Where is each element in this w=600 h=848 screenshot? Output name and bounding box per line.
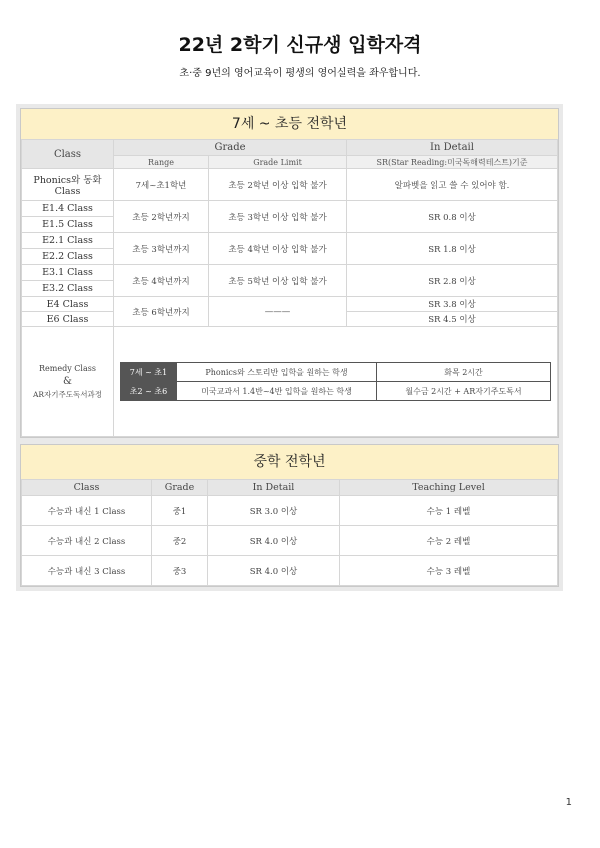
middle-heading: 중학 전학년 [21, 445, 558, 479]
table-row [22, 556, 558, 586]
class-cell: 수능과 내신 2 Class [22, 526, 152, 556]
table-row [22, 265, 558, 281]
page-number: 1 [565, 797, 572, 808]
header-class: Class [22, 480, 152, 496]
range-cell: 7세~초1학년 [114, 169, 209, 201]
range-cell: 초등 6학년까지 [114, 297, 209, 327]
detail-cell: SR 4.0 이상 [208, 526, 340, 556]
grade-cell: 중3 [152, 556, 208, 586]
table-row [22, 233, 558, 249]
header-grade: Grade [114, 140, 347, 156]
remedy-label-cell [22, 327, 114, 437]
detail-cell: SR 0.8 이상 [347, 201, 558, 233]
class-name: E2.2 Class [22, 249, 114, 265]
class-cell: 수능과 내신 3 Class [22, 556, 152, 586]
elementary-section [20, 108, 559, 438]
page-subtitle: 초·중 9년의 영어교육이 평생의 영어실력을 좌우합니다. [179, 68, 421, 79]
remedy-row [22, 327, 558, 437]
detail-cell: SR 4.5 이상 [347, 312, 558, 327]
class-name: E1.4 Class [22, 201, 114, 217]
remedy-grade-tag: 초2 ~ 초6 [121, 382, 177, 401]
table-row [22, 169, 558, 201]
limit-cell: 초등 3학년 이상 입학 불가 [209, 201, 347, 233]
detail-cell: SR 4.0 이상 [208, 556, 340, 586]
level-cell: 수능 2 레벨 [340, 526, 558, 556]
class-name: E2.1 Class [22, 233, 114, 249]
class-name: E1.5 Class [22, 217, 114, 233]
detail-cell: SR 3.0 이상 [208, 496, 340, 526]
subheader-limit: Grade Limit [209, 156, 347, 169]
middle-table [21, 479, 558, 586]
class-name: E3.2 Class [22, 281, 114, 297]
limit-cell: 초등 4학년 이상 입학 불가 [209, 233, 347, 265]
class-name: Phonics와 동화 [33, 175, 102, 186]
limit-cell: ——— [209, 297, 347, 327]
remedy-item [121, 363, 551, 382]
class-name: E4 Class [22, 297, 114, 312]
range-cell: 초등 4학년까지 [114, 265, 209, 297]
class-name: E3.1 Class [22, 265, 114, 281]
header-grade: Grade [152, 480, 208, 496]
table-row [22, 526, 558, 556]
middle-section [20, 444, 559, 587]
header-class: Class [22, 140, 114, 169]
limit-cell: 초등 2학년 이상 입학 불가 [209, 169, 347, 201]
remedy-item [121, 382, 551, 401]
detail-cell: SR 3.8 이상 [347, 297, 558, 312]
class-name: Class [54, 186, 81, 197]
grade-cell: 중1 [152, 496, 208, 526]
page-title: 22년 2학기 신규생 입학자격 [178, 34, 422, 56]
remedy-schedule: 화목 2시간 [377, 363, 551, 382]
remedy-table [120, 362, 551, 401]
remedy-ampersand: & [63, 376, 72, 387]
remedy-grade-tag: 7세 ~ 초1 [121, 363, 177, 382]
header-detail: In Detail [208, 480, 340, 496]
class-cell [22, 169, 114, 201]
table-row [22, 496, 558, 526]
detail-cell: 알파벳을 읽고 쓸 수 있어야 함. [347, 169, 558, 201]
limit-cell: 초등 5학년 이상 입학 불가 [209, 265, 347, 297]
remedy-desc: Phonics와 스토리반 입학을 원하는 학생 [177, 363, 377, 382]
elementary-heading: 7세 ~ 초등 전학년 [21, 109, 558, 139]
range-cell: 초등 2학년까지 [114, 201, 209, 233]
detail-cell: SR 2.8 이상 [347, 265, 558, 297]
remedy-label: Remedy Class [39, 364, 96, 373]
subheader-detail: SR(Star Reading:미국독해력테스트)기준 [347, 156, 558, 169]
class-name: E6 Class [22, 312, 114, 327]
table-row [22, 297, 558, 312]
detail-cell: SR 1.8 이상 [347, 233, 558, 265]
level-cell: 수능 1 레벨 [340, 496, 558, 526]
remedy-content-cell [114, 327, 558, 437]
grade-cell: 중2 [152, 526, 208, 556]
elementary-table [21, 139, 558, 437]
level-cell: 수능 3 레벨 [340, 556, 558, 586]
header-detail: In Detail [347, 140, 558, 156]
range-cell: 초등 3학년까지 [114, 233, 209, 265]
subheader-range: Range [114, 156, 209, 169]
remedy-label-ar: AR자기주도독서과정 [32, 390, 103, 399]
table-row [22, 201, 558, 217]
remedy-desc: 미국교과서 1.4반~4반 입학을 원하는 학생 [177, 382, 377, 401]
class-cell: 수능과 내신 1 Class [22, 496, 152, 526]
remedy-schedule: 월수금 2시간 + AR자기주도독서 [377, 382, 551, 401]
header-teaching-level: Teaching Level [340, 480, 558, 496]
